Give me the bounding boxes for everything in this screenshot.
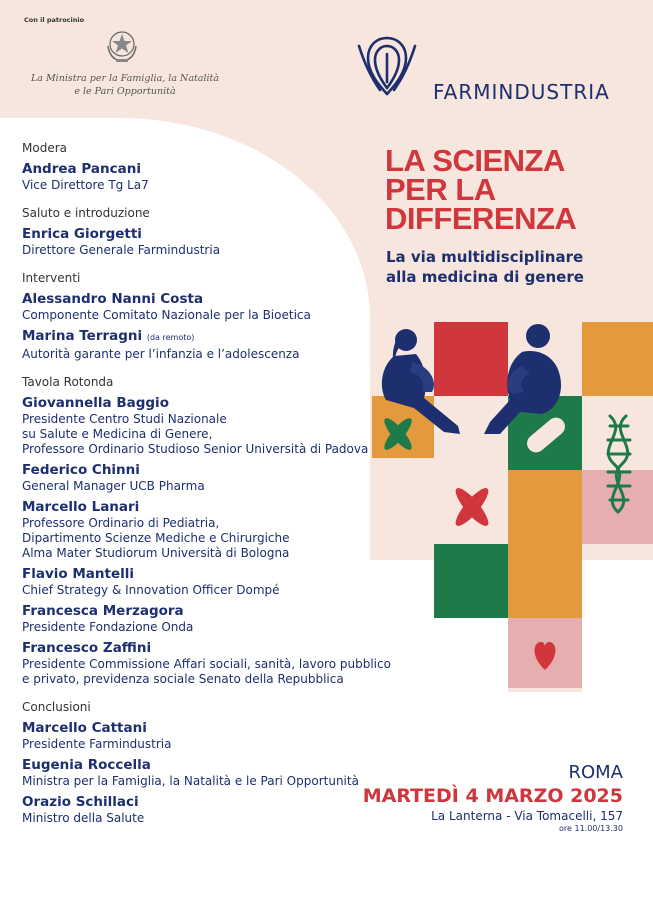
speaker-role: su Salute e Medicina di Genere, [22, 427, 213, 441]
speaker [22, 756, 392, 789]
section-label-talks: Interventi [22, 271, 81, 285]
speaker-role: Vice Direttore Tg La7 [22, 178, 149, 192]
tile-orange-bottom [508, 544, 582, 618]
ministry-line-2: e le Pari Opportunità [74, 86, 176, 97]
section-label-moderator: Modera [22, 141, 67, 155]
patron-label: Con il patrocinio [24, 16, 85, 24]
speaker-name: Alessandro Nanni Costa [22, 291, 204, 307]
event-title [385, 143, 577, 236]
speaker-name: Orazio Schillaci [22, 794, 139, 810]
speaker-role: Professore Ordinario di Pediatria, [22, 516, 220, 530]
speaker [22, 160, 392, 193]
speaker-role: Componente Comitato Nazionale per la Bioetica [22, 308, 311, 322]
speaker-role: Professore Ordinario Studioso Senior Università di Padova [22, 442, 369, 456]
speaker-role: Dipartimento Scienze Mediche e Chirurgiche [22, 531, 290, 545]
speaker-role: Ministra per la Famiglia, la Natalità e le Pari Opportunità [22, 774, 359, 788]
speaker-role: Presidente Centro Studi Nazionale [22, 412, 227, 426]
section-label-roundtable: Tavola Rotonda [22, 375, 114, 389]
speaker-role: Ministro della Salute [22, 811, 145, 825]
speaker [22, 461, 392, 494]
title-line-2: PER LA [385, 172, 496, 207]
tile-orange-right [582, 322, 653, 396]
remote-note: (da remoto) [146, 333, 195, 342]
tile-green-bottom [434, 544, 508, 618]
subtitle-line-1: La via multidisciplinare [386, 248, 584, 266]
speaker-name: Giovannella Baggio [22, 395, 169, 411]
ministry-line-1: La Ministra per la Famiglia, la Natalità [30, 73, 220, 84]
speaker-role: Direttore Generale Farmindustria [22, 243, 221, 257]
tile-orange-mid [508, 470, 582, 544]
speaker-role: Alma Mater Studiorum Università di Bologna [22, 546, 290, 560]
speaker [22, 498, 392, 561]
brand-name: FARMINDUSTRIA [433, 80, 610, 104]
speaker-name: Andrea Pancani [22, 161, 141, 177]
speaker-role: Presidente Commissione Affari sociali, sanità, lavoro pubblico [22, 657, 391, 671]
speaker [22, 225, 392, 258]
italian-emblem-icon [104, 26, 140, 64]
speaker-name: Enrica Giorgetti [22, 226, 142, 242]
speaker [22, 565, 392, 598]
speaker-name: Francesco Zaffini [22, 640, 152, 656]
event-info [363, 762, 623, 834]
speaker [22, 639, 392, 687]
ministry-signature [22, 72, 228, 98]
event-city: ROMA [568, 762, 623, 783]
speaker-name: Eugenia Roccella [22, 757, 151, 773]
speaker-role: General Manager UCB Pharma [22, 479, 205, 493]
speaker [22, 719, 392, 752]
speaker [22, 327, 392, 362]
header [0, 0, 653, 118]
event-hours: ore 11.00/13.30 [559, 824, 623, 833]
speaker-role: Autorità garante per l’infanzia e l’adolescenza [22, 347, 300, 361]
section-label-conclusions: Conclusioni [22, 700, 91, 714]
speaker-role: e privato, previdenza sociale Senato della Repubblica [22, 672, 344, 686]
speaker-name-line [22, 327, 392, 347]
event-venue: La Lanterna - Via Tomacelli, 157 [431, 809, 623, 823]
title-line-3: DIFFERENZA [385, 201, 577, 236]
speaker [22, 602, 392, 635]
speaker-name: Marina Terragni [22, 328, 143, 344]
title-line-1: LA SCIENZA [385, 143, 565, 178]
speaker-name: Francesca Merzagora [22, 603, 184, 619]
speaker-role: Presidente Fondazione Onda [22, 620, 194, 634]
farmindustria-logo-icon [356, 32, 418, 100]
speaker [22, 290, 392, 323]
tile-red [434, 322, 508, 396]
speaker-role: Presidente Farmindustria [22, 737, 172, 751]
speaker [22, 394, 392, 457]
speaker-name: Marcello Cattani [22, 720, 147, 736]
speaker-name: Marcello Lanari [22, 499, 140, 515]
speaker-name: Flavio Mantelli [22, 566, 135, 582]
event-subtitle [386, 247, 584, 287]
event-date: MARTEDÌ 4 MARZO 2025 [362, 785, 623, 807]
speaker-name: Federico Chinni [22, 462, 140, 478]
section-label-welcome: Saluto e introduzione [22, 206, 150, 220]
speaker [22, 793, 392, 826]
gender-medicine-illustration [372, 322, 653, 692]
subtitle-line-2: alla medicina di genere [386, 268, 584, 286]
program [22, 140, 392, 826]
speaker-role: Chief Strategy & Innovation Officer Dompé [22, 583, 280, 597]
